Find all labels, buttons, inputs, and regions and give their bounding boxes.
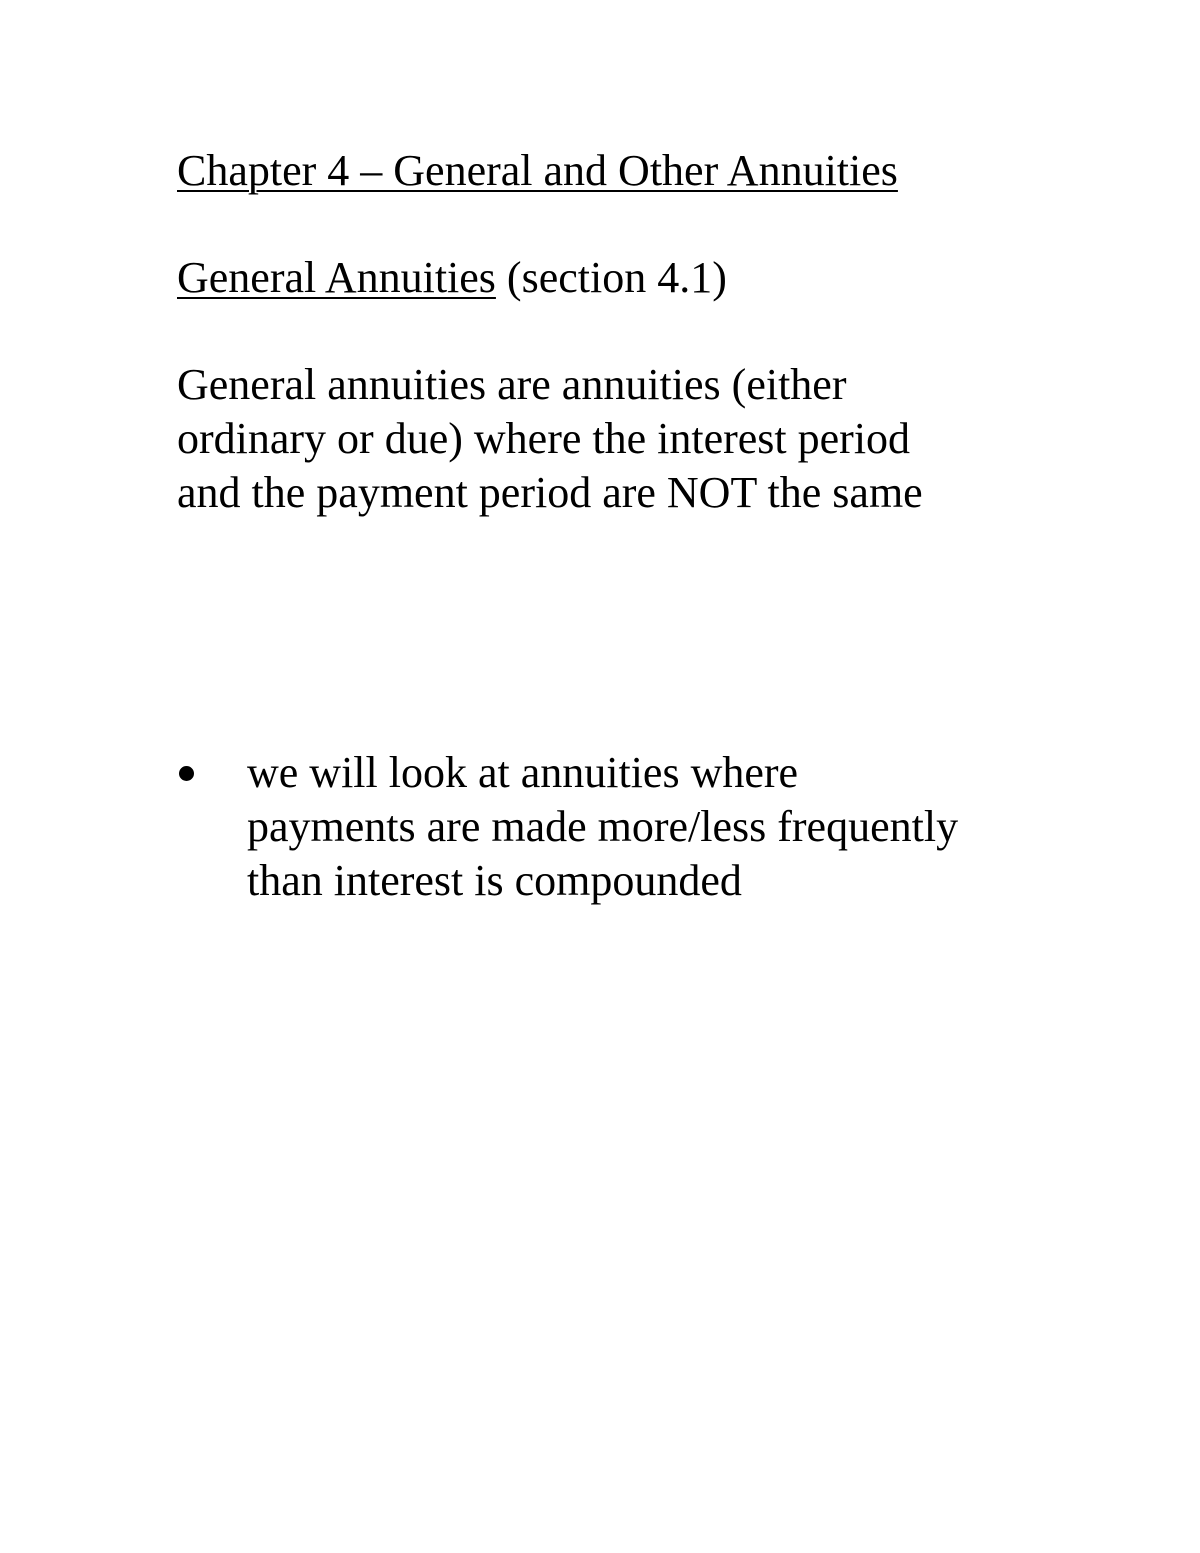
bullet-line: we will look at annuities where (247, 748, 799, 797)
bullet-dot-icon (179, 766, 194, 781)
section-reference: (section 4.1) (506, 253, 727, 302)
bullet-list (177, 746, 1057, 908)
definition-line: General annuities are annuities (either (177, 360, 847, 409)
bullet-item (177, 746, 1057, 908)
section-title: General Annuities (177, 253, 496, 302)
bullet-line: payments are made more/less frequently (247, 802, 959, 851)
definition-line: ordinary or due) where the interest period (177, 414, 911, 463)
definition-paragraph (177, 358, 1057, 520)
bullet-line: than interest is compounded (247, 856, 742, 905)
definition-line: and the payment period are NOT the same (177, 468, 923, 517)
section-heading (177, 252, 727, 304)
chapter-title: Chapter 4 – General and Other Annuities (177, 146, 898, 195)
